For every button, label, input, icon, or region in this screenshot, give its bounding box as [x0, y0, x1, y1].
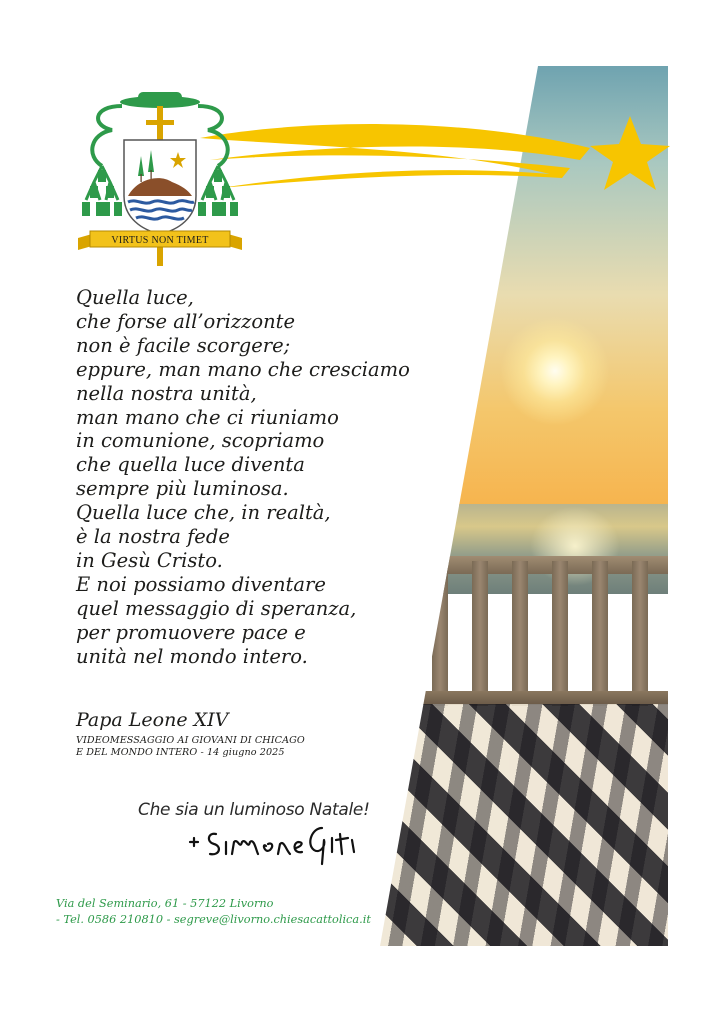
quote-line: per promuovere pace e — [76, 620, 306, 644]
quote-line: che forse all’orizzonte — [76, 309, 296, 333]
quote-line: nella nostra unità, — [76, 381, 257, 405]
quote-line: quel messaggio di speranza, — [76, 596, 357, 620]
photo-balustrade-base — [380, 691, 668, 705]
comet-star-icon — [190, 108, 670, 198]
quote-line: Quella luce, — [76, 286, 194, 309]
contact-address — [56, 896, 371, 928]
quote-line: in Gesù Cristo. — [76, 548, 223, 572]
quote-line: è la nostra fede — [76, 525, 230, 549]
address-line: Via del Seminario, 61 - 57122 Livorno — [56, 897, 274, 910]
quote-line: man mano che ci riuniamo — [76, 405, 339, 429]
quote-source-line: E DEL MONDO INTERO - 14 giugno 2025 — [76, 746, 285, 758]
photo-floor-shadows — [380, 704, 668, 946]
quote-author: Papa Leone XIV — [76, 709, 229, 731]
motto-text: VIRTUS NON TIMET — [111, 235, 209, 246]
address-line: - Tel. 0586 210810 - segreve@livorno.chiesacattolica.it — [56, 913, 371, 926]
quote-line: unità nel mondo intero. — [76, 644, 308, 668]
quote-line: E noi possiamo diventare — [76, 572, 326, 596]
quote-line: non è facile scorgere; — [76, 333, 291, 357]
handwritten-signature — [186, 820, 366, 870]
photo-sun — [500, 316, 610, 426]
quote-line: in comunione, scopriamo — [76, 429, 325, 453]
quote-line: sempre più luminosa. — [76, 477, 289, 501]
quote-line: eppure, man mano che cresciamo — [76, 357, 410, 381]
christmas-greeting: Che sia un luminoso Natale! — [138, 800, 370, 820]
quote-line: Quella luce che, in realtà, — [76, 501, 331, 525]
quote-source — [76, 735, 305, 758]
coat-of-arms-icon — [72, 86, 248, 276]
quote-block — [76, 286, 456, 669]
quote-line: che quella luce diventa — [76, 453, 305, 477]
quote-source-line: VIDEOMESSAGGIO AI GIOVANI DI CHICAGO — [76, 735, 305, 746]
